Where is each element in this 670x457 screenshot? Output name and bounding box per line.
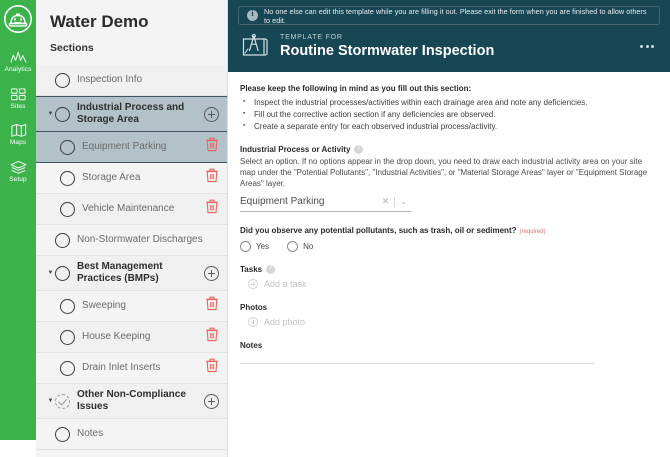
sidebar-item-label: House Keeping [82, 331, 151, 342]
nav-label-maps: Maps [9, 139, 27, 146]
delete-icon [205, 199, 219, 214]
sidebar-item-label: Industrial Process and Storage Area [77, 102, 185, 125]
notes-label [240, 341, 656, 350]
hardhat-logo-icon[interactable] [3, 4, 33, 34]
sections-heading: Sections [50, 42, 94, 54]
sites-grid-icon [9, 87, 28, 102]
delete-entry-button[interactable] [205, 327, 219, 347]
delete-icon [205, 168, 219, 183]
radio-circle-icon[interactable] [287, 241, 298, 252]
radio-label: No [303, 242, 314, 251]
lock-notice-text: No one else can edit this template while you are filling it out. Please exit the form when you are finished to allow others to edit. [264, 6, 647, 25]
section-status-circle [60, 202, 75, 217]
activity-selected-value: Equipment Parking [240, 196, 325, 207]
sidebar-item[interactable] [36, 419, 227, 450]
radio-option[interactable] [287, 241, 313, 252]
section-status-circle [60, 140, 75, 155]
radio-option[interactable] [240, 241, 269, 252]
chevron-down-icon[interactable]: ▼ [47, 398, 54, 404]
add-photo-button[interactable] [240, 317, 656, 327]
sidebar-item[interactable] [36, 256, 227, 291]
help-icon[interactable] [266, 265, 275, 274]
sidebar-item-label: Other Non-Compliance Issues [77, 389, 186, 412]
template-header [228, 0, 670, 72]
add-entry-button[interactable] [204, 107, 219, 122]
sidebar-item[interactable] [36, 65, 227, 96]
form-lead-text: Please keep the following in mind as you fill out this section: [240, 84, 472, 93]
sidebar-item-label: Notes [77, 428, 104, 439]
section-status-circle [60, 330, 75, 345]
main-panel [228, 0, 670, 457]
sidebar-item[interactable] [36, 384, 227, 419]
activity-description: Select an option. If no options appear in the drop down, you need to draw each industrial activity area on your site map under the "Potential Pollutants", "Industrial Activities", or "Material Storage Areas" layer or "Equipment Storage Areas" layer. [240, 157, 648, 188]
analytics-chart-icon [9, 50, 28, 65]
section-status-circle [60, 299, 75, 314]
delete-entry-button[interactable] [205, 168, 219, 188]
nav-item-sites[interactable] [0, 87, 36, 111]
nav-label-setup: Setup [9, 175, 27, 183]
info-icon [247, 10, 258, 21]
sidebar-item[interactable] [36, 96, 227, 132]
section-status-circle [60, 171, 75, 186]
help-icon[interactable] [354, 145, 363, 154]
section-complete-icon [55, 394, 70, 409]
delete-icon [205, 327, 219, 342]
photos-label-text: Photos [240, 303, 268, 312]
nav-item-setup[interactable] [0, 160, 36, 184]
delete-icon [205, 296, 219, 311]
more-options-icon[interactable] [634, 39, 660, 54]
add-task-button[interactable] [240, 279, 656, 289]
sidebar-item-label: Equipment Parking [82, 141, 167, 152]
notes-label-text: Notes [240, 341, 263, 350]
add-entry-button[interactable] [204, 394, 219, 409]
delete-icon [205, 137, 219, 152]
radio-label: Yes [256, 242, 270, 251]
sidebar-item[interactable] [36, 132, 227, 163]
form-bullet: ▪ Fill out the corrective action section if any deficiencies are observed. [240, 109, 656, 121]
sidebar-item-label: Best Management Practices (BMPs) [77, 261, 163, 284]
chevron-down-icon[interactable]: ⌄ [400, 197, 407, 206]
section-status-circle [60, 361, 75, 376]
activity-label-text: Industrial Process or Activity [240, 145, 351, 154]
sidebar-item-label: Vehicle Maintenance [82, 203, 175, 214]
section-status-circle [55, 233, 70, 248]
delete-entry-button[interactable] [205, 296, 219, 316]
clear-x-icon[interactable]: ✕ [381, 196, 390, 206]
nav-item-analytics[interactable] [0, 50, 36, 74]
tasks-label [240, 265, 656, 274]
delete-entry-button[interactable] [205, 199, 219, 219]
activity-select[interactable] [240, 194, 412, 212]
template-kicker: TEMPLATE FOR [280, 33, 343, 41]
blueprint-compass-icon [240, 31, 270, 61]
section-status-circle [55, 73, 70, 88]
nav-label-analytics: Analytics [4, 66, 32, 73]
page-title: Water Demo [50, 12, 149, 31]
sidebar-item-label: Drain Inlet Inserts [82, 362, 161, 373]
sidebar-item-label: Inspection Info [77, 74, 143, 85]
sidebar-item[interactable] [36, 291, 227, 322]
pollutants-radio-group [240, 241, 656, 252]
sidebar-item-label: Storage Area [82, 172, 141, 183]
sections-list [36, 65, 227, 457]
sidebar-item[interactable] [36, 194, 227, 225]
add-circle-icon [248, 279, 258, 289]
sidebar-item[interactable] [36, 163, 227, 194]
section-status-circle [55, 266, 70, 281]
chevron-down-icon[interactable]: ▼ [47, 270, 54, 276]
sidebar-item-label: Sweeping [82, 300, 126, 311]
form-bullet: ▪ Create a separate entry for each observed industrial process/activity. [240, 121, 656, 133]
pollutants-question [240, 226, 656, 235]
form-bullet: ▪ Inspect the industrial processes/activities within each drainage area and note any deficiencies. [240, 97, 656, 109]
photos-label [240, 303, 656, 312]
delete-entry-button[interactable] [205, 137, 219, 157]
add-photo-label: Add photo [264, 317, 306, 327]
delete-entry-button[interactable] [205, 358, 219, 378]
primary-nav-rail [0, 0, 36, 440]
sidebar-item[interactable] [36, 322, 227, 353]
form-body [228, 72, 670, 364]
sections-sidebar [36, 0, 228, 457]
add-entry-button[interactable] [204, 266, 219, 281]
sidebar-item-label: Non-Stormwater Discharges [77, 234, 203, 245]
add-task-label: Add a task [264, 279, 307, 289]
activity-field-label [240, 145, 656, 154]
form-bullet-list [240, 97, 656, 133]
nav-label-sites: Sites [10, 102, 26, 110]
notes-input[interactable] [240, 363, 595, 364]
required-badge: (required) [519, 229, 546, 235]
pollutants-question-text: Did you observe any potential pollutants, such as trash, oil or sediment? [240, 226, 517, 235]
setup-layers-icon [9, 160, 28, 175]
radio-circle-icon[interactable] [240, 241, 251, 252]
delete-icon [205, 358, 219, 373]
template-title: Routine Stormwater Inspection [280, 42, 495, 59]
nav-item-maps[interactable] [0, 123, 36, 147]
tasks-label-text: Tasks [240, 265, 263, 274]
section-status-circle [55, 107, 70, 122]
maps-fold-icon [9, 123, 28, 138]
add-circle-icon [248, 317, 258, 327]
chevron-down-icon[interactable]: ▼ [47, 111, 54, 117]
sidebar-item[interactable] [36, 353, 227, 384]
section-status-circle [55, 427, 70, 442]
sidebar-item[interactable] [36, 225, 227, 256]
lock-notice-banner [238, 6, 660, 25]
